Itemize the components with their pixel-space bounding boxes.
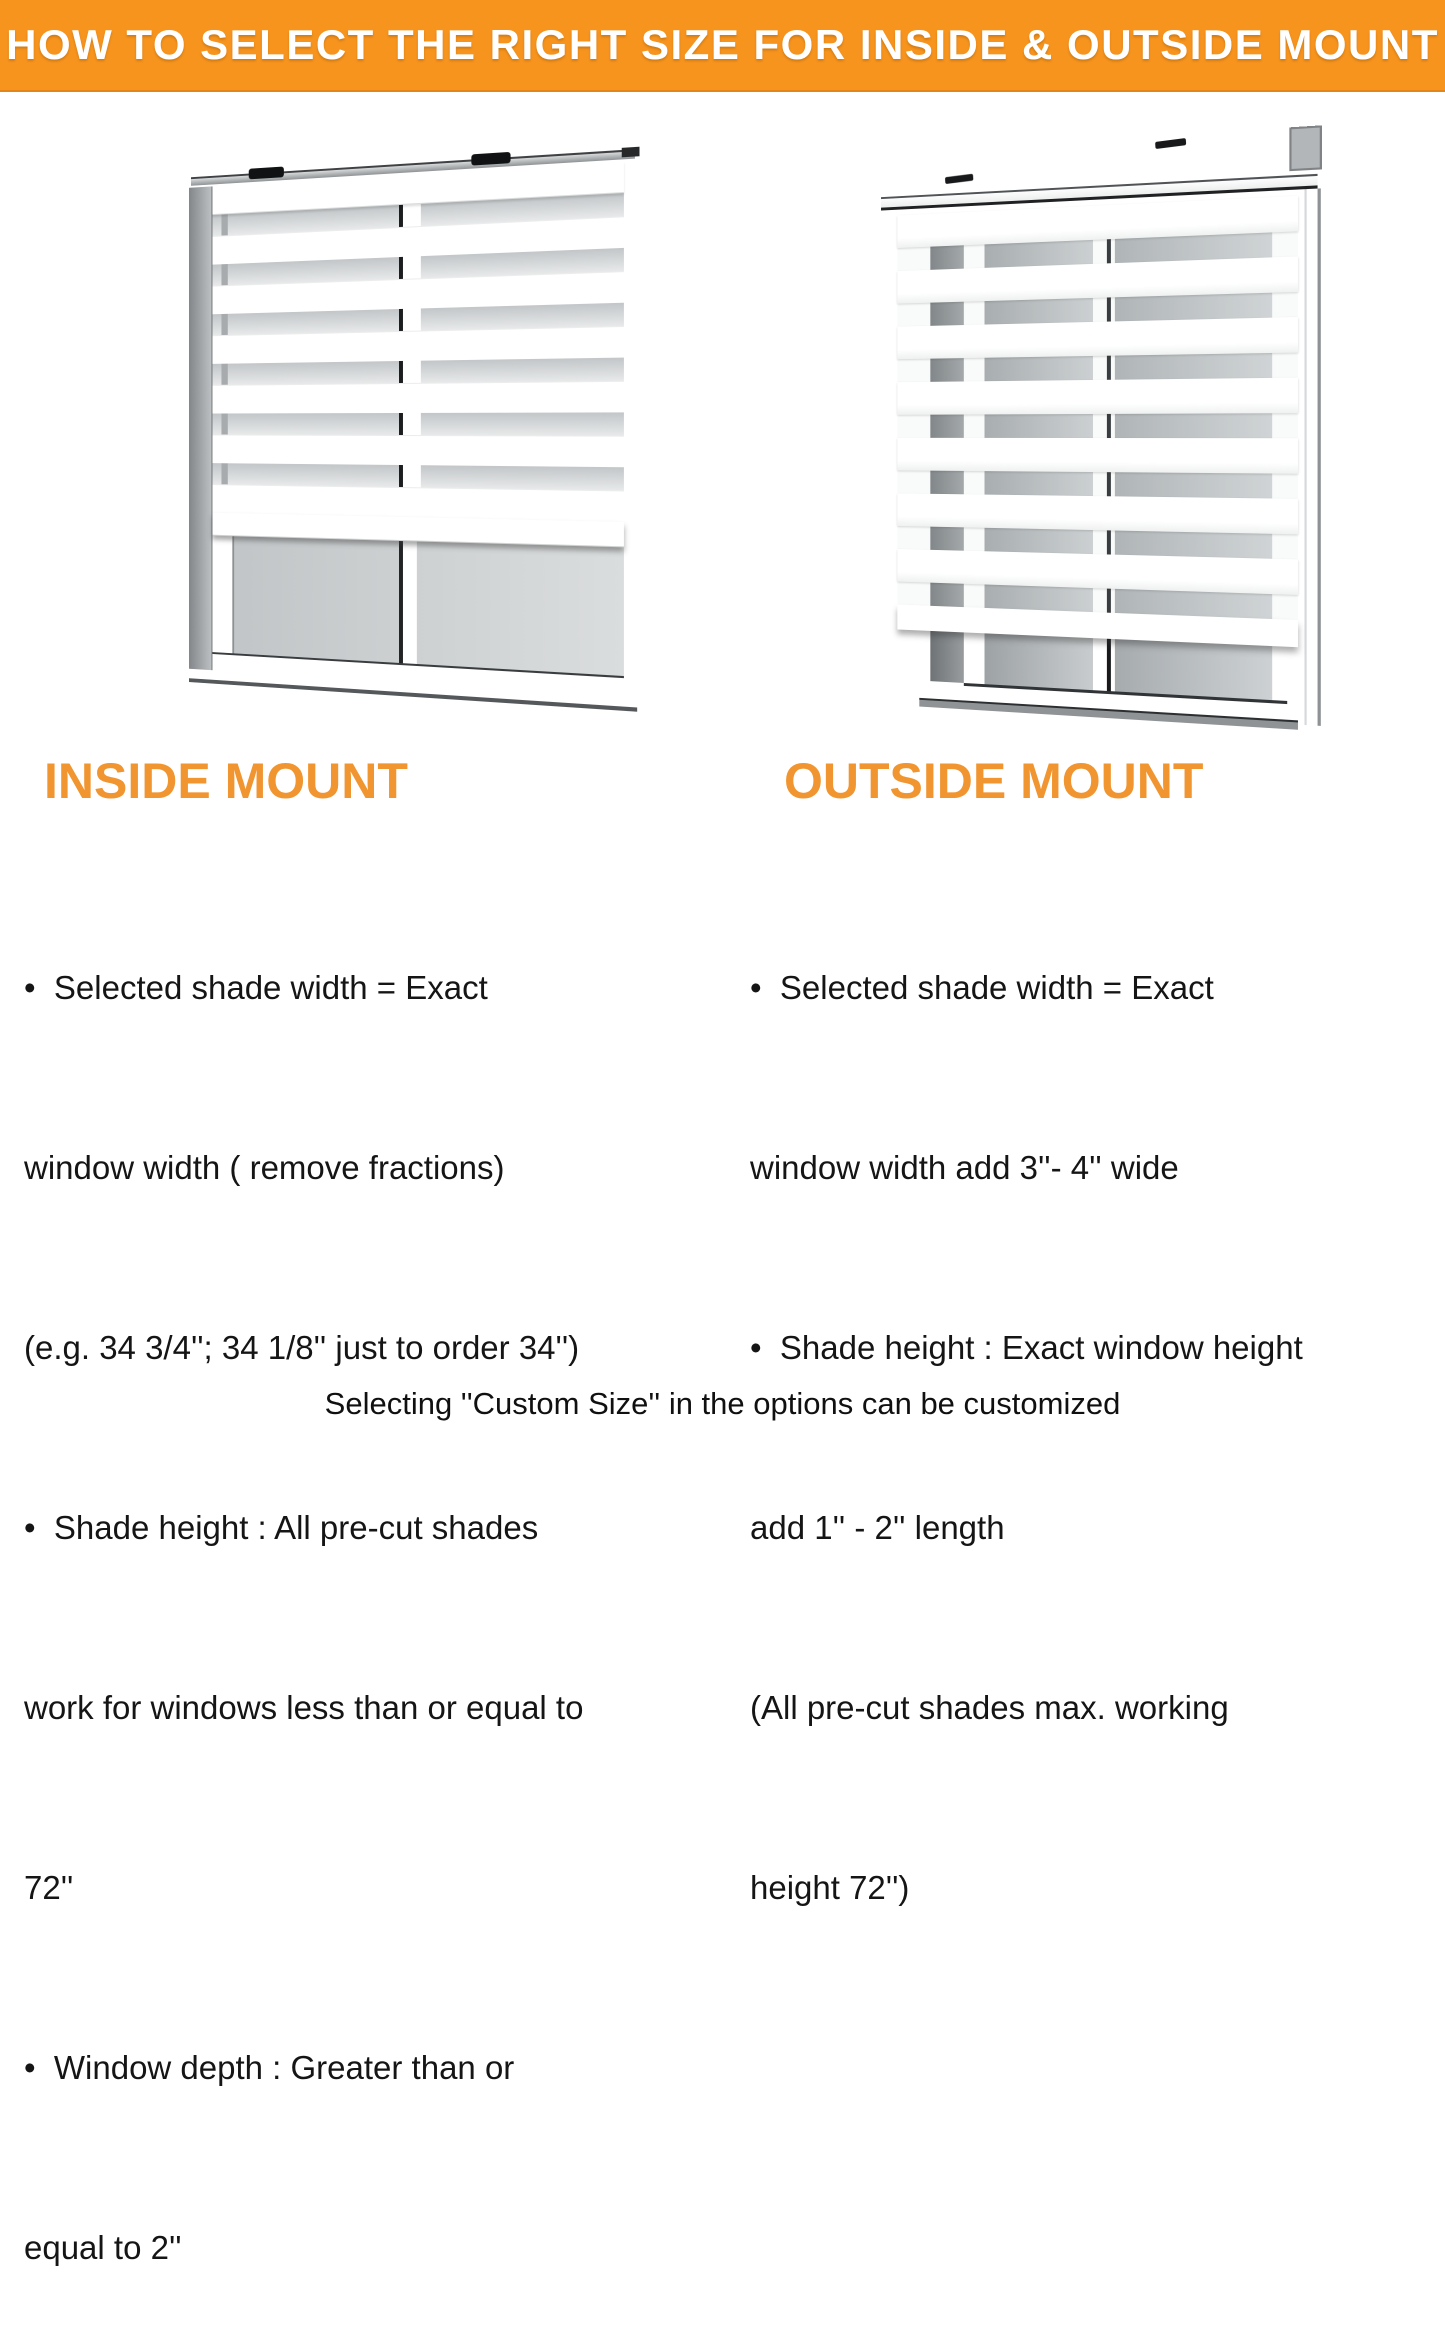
window-mullion [399, 541, 417, 680]
fabric-band [212, 381, 624, 414]
page-title: HOW TO SELECT THE RIGHT SIZE FOR INSIDE & OUTSIDE MOUNT [6, 21, 1439, 68]
rule-line: height 72'') [750, 1869, 910, 1906]
outside-mount-heading: OUTSIDE MOUNT [784, 753, 1204, 809]
rule-line: 72'' [24, 1869, 74, 1906]
rule-line: • Selected shade width = Exact [750, 969, 1214, 1006]
mounting-bracket-icon [471, 152, 510, 166]
rail-end-cap [1289, 125, 1322, 171]
window-jamb [189, 186, 212, 670]
window-recess [212, 161, 624, 693]
outside-mount-illustration [855, 128, 1365, 748]
wall-screw-mark-icon [1155, 138, 1186, 149]
inside-mount-heading: INSIDE MOUNT [44, 753, 408, 809]
window-lower-panes [212, 536, 624, 693]
mounting-bracket-icon [249, 166, 284, 179]
rule-line: • Shade height : Exact window height [750, 1329, 1303, 1366]
window-frame-stile [212, 536, 234, 669]
header-banner [0, 0, 1445, 92]
sheer-band [897, 413, 1298, 438]
window-outside-mount [879, 127, 1322, 738]
rule-line: equal to 2'' [24, 2229, 182, 2266]
zebra-shade-bands [897, 196, 1298, 620]
zebra-shade-bands [212, 193, 624, 522]
custom-size-note: Selecting ''Custom Size'' in the options can be customized [324, 1386, 1121, 1421]
wall-screw-mark-icon [945, 174, 973, 184]
rule-line: window width add 3''- 4'' wide [750, 1149, 1179, 1186]
rule-line: work for windows less than or equal to [24, 1689, 584, 1726]
fabric-band [212, 434, 624, 467]
rule-line: • Shade height : All pre-cut shades [24, 1509, 539, 1546]
fabric-band [897, 378, 1298, 415]
sheer-band [212, 412, 624, 435]
window-frame-right [1304, 188, 1320, 726]
rule-line: • Window depth : Greater than or [24, 2049, 515, 2086]
fabric-band [897, 438, 1298, 474]
inside-mount-illustration [150, 140, 650, 755]
rule-line: (All pre-cut shades max. working [750, 1689, 1229, 1726]
rule-line: window width ( remove fractions) [24, 1149, 505, 1186]
rail-end-cap [622, 147, 640, 158]
inside-mount-rules [24, 838, 704, 2338]
rule-line: • Selected shade width = Exact [24, 969, 488, 1006]
rule-line: add 1'' - 2'' length [750, 1509, 1005, 1546]
rule-line: (e.g. 34 3/4''; 34 1/8'' just to order 34'') [24, 1329, 580, 1366]
window-inside-mount [189, 134, 635, 713]
